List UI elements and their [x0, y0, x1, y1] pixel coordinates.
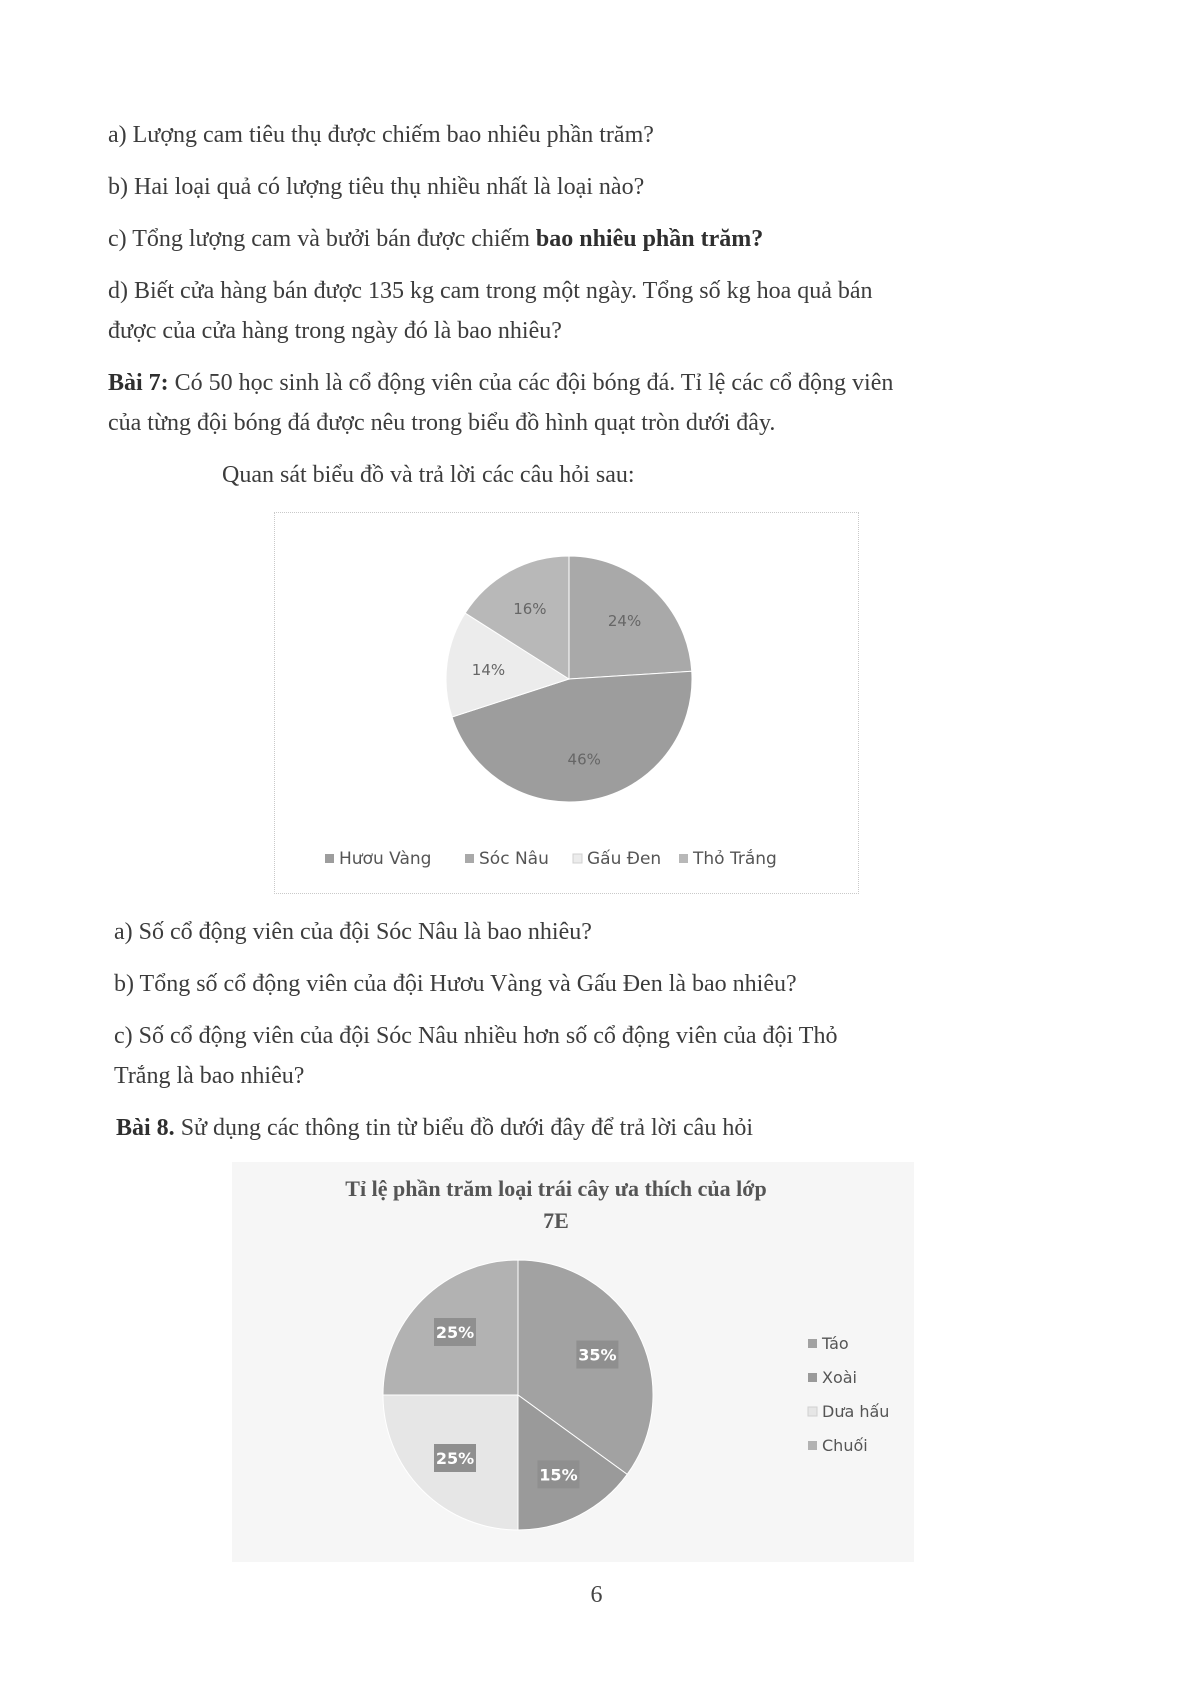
ex7-instruction: Quan sát biểu đồ và trả lời các câu hỏi sau: — [222, 462, 635, 488]
chart2-legend-swatch-dua-hau — [808, 1407, 817, 1416]
chart1-legend-swatch-tho-trang — [679, 854, 688, 863]
chart2-frame — [232, 1162, 914, 1562]
chart1-legend-tho-trang: Thỏ Trắng — [693, 849, 777, 869]
chart1-label-tho-trang: 16% — [513, 599, 547, 618]
chart1-legend-swatch-huou-vang — [325, 854, 334, 863]
ex6-question-d-line2: được của cửa hàng trong ngày đó là bao nhiêu? — [108, 318, 562, 344]
chart1-legend-swatch-soc-nau — [465, 854, 474, 863]
chart2-title-line1: Tỉ lệ phần trăm loại trái cây ưa thích của lớp — [345, 1176, 767, 1201]
chart2-legend-xoai: Xoài — [822, 1368, 857, 1387]
chart1-svg — [275, 513, 858, 893]
ex6-question-b: b) Hai loại quả có lượng tiêu thụ nhiều nhất là loại nào? — [108, 174, 645, 200]
chart2-legend-dua-hau: Dưa hấu — [822, 1402, 890, 1421]
chart2-label-xoai: 15% — [539, 1465, 578, 1485]
ex7-question-b: b) Tổng số cổ động viên của đội Hươu Vàng và Gấu Đen là bao nhiêu? — [114, 971, 797, 997]
chart1-legend-swatch-gau-den — [573, 854, 582, 863]
ex7-question-c-line2: Trắng là bao nhiêu? — [114, 1063, 305, 1089]
ex8-label: Bài 8. — [116, 1115, 175, 1141]
ex7-question-c-line1: c) Số cổ động viên của đội Sóc Nâu nhiều hơn số cổ động viên của đội Thỏ — [114, 1023, 838, 1049]
chart2-label-tao: 35% — [578, 1345, 617, 1365]
ex7-intro-line2: của từng đội bóng đá được nêu trong biểu đồ hình quạt tròn dưới đây. — [108, 410, 776, 436]
chart1-label-gau-den: 14% — [471, 660, 506, 679]
chart2-label-chuoi: 25% — [435, 1322, 475, 1342]
ex7-question-a: a) Số cổ động viên của đội Sóc Nâu là bao nhiêu? — [114, 919, 592, 945]
ex6-question-c — [108, 222, 763, 256]
ex6-question-c-text: c) Tổng lượng cam và bưởi bán được chiếm — [108, 226, 536, 252]
ex6-question-c-bold: bao nhiêu phần trăm? — [535, 226, 764, 252]
chart1-legend-huou-vang: Hươu Vàng — [339, 849, 432, 869]
chart1-label-soc-nau: 24% — [607, 611, 642, 630]
ex8-intro-text: Sử dụng các thông tin từ biểu đồ dưới đây để trả lời câu hỏi — [174, 1115, 753, 1141]
chart2-legend-swatch-chuoi — [808, 1441, 817, 1450]
ex7-intro-text: Có 50 học sinh là cổ động viên của các đội bóng đá. Tỉ lệ các cổ động viên — [168, 370, 894, 396]
ex6-question-a: a) Lượng cam tiêu thụ được chiếm bao nhiêu phần trăm? — [108, 122, 654, 148]
chart1-frame — [274, 512, 859, 894]
chart2-title-line2: 7E — [543, 1208, 569, 1233]
chart2-svg — [232, 1162, 914, 1562]
chart2-legend-swatch-tao — [808, 1339, 817, 1348]
chart2-legend-swatch-xoai — [808, 1373, 817, 1382]
chart2-label-dua-hau: 25% — [435, 1449, 475, 1469]
ex7-label: Bài 7: — [108, 370, 169, 396]
chart1-legend-soc-nau: Sóc Nâu — [479, 849, 549, 869]
chart1-label-huou-vang: 46% — [567, 750, 601, 769]
ex7-intro-line1 — [108, 366, 893, 400]
chart2-legend-chuoi: Chuối — [822, 1436, 868, 1455]
chart1-legend-gau-den: Gấu Đen — [587, 849, 662, 869]
page-number: 6 — [590, 1582, 603, 1608]
ex6-question-d-line1: d) Biết cửa hàng bán được 135 kg cam trong một ngày. Tổng số kg hoa quả bán — [108, 278, 873, 304]
chart2-legend-tao: Táo — [822, 1334, 849, 1353]
ex8-intro — [116, 1111, 753, 1145]
